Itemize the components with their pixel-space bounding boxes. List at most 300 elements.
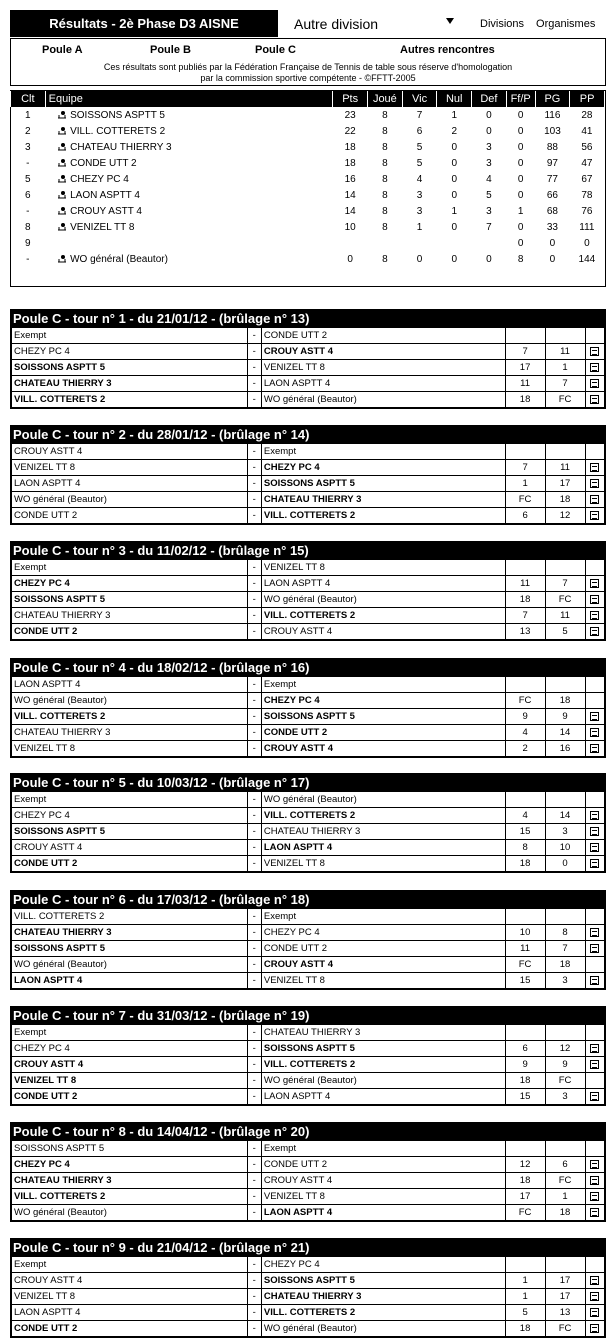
match-sheet-cell[interactable] xyxy=(585,808,605,824)
home-score: 1 xyxy=(505,1289,545,1305)
match-sheet-icon[interactable] xyxy=(590,611,599,620)
match-sheet-icon[interactable] xyxy=(590,811,599,820)
pool-a-link[interactable]: Poule A xyxy=(42,44,83,56)
match-sheet-cell[interactable] xyxy=(585,941,605,957)
match-separator: - xyxy=(247,1305,261,1321)
team-detail-icon[interactable] xyxy=(57,158,67,167)
home-team: CROUY ASTT 4 xyxy=(12,444,248,460)
away-team: CROUY ASTT 4 xyxy=(261,957,505,973)
ranking-pts-cell: 23 xyxy=(344,109,356,121)
homologation-notice: Ces résultats sont publiés par la Fédération Française de Tennis de table sous réserve d'homologation par la commission sportive compétente - ©FFTT-2005 xyxy=(103,62,513,83)
ranking-pg-cell: 68 xyxy=(546,205,558,217)
ranking-team-cell xyxy=(45,235,333,251)
home-score: 17 xyxy=(505,360,545,376)
away-score: 6 xyxy=(545,1157,585,1173)
ranking-pp-cell: 76 xyxy=(581,205,593,217)
home-team: CONDE UTT 2 xyxy=(12,508,248,524)
match-sheet-icon[interactable] xyxy=(590,463,599,472)
ranking-team-cell xyxy=(45,171,333,187)
match-sheet-cell[interactable] xyxy=(585,1157,605,1173)
team-name[interactable]: CONDE UTT 2 xyxy=(70,157,137,169)
ranking-pts-cell: 18 xyxy=(344,141,356,153)
away-team: VILL. COTTERETS 2 xyxy=(261,808,505,824)
match-separator: - xyxy=(247,492,261,508)
match-row xyxy=(12,1189,605,1205)
match-sheet-icon[interactable] xyxy=(590,479,599,488)
away-team: CONDE UTT 2 xyxy=(261,1157,505,1173)
match-row xyxy=(12,941,605,957)
home-team: VENIZEL TT 8 xyxy=(12,741,248,757)
away-team: VILL. COTTERETS 2 xyxy=(261,608,505,624)
home-score: 2 xyxy=(505,741,545,757)
home-score: 12 xyxy=(505,1157,545,1173)
tour-block xyxy=(10,773,606,873)
away-score xyxy=(545,792,585,808)
ranking-pts-cell: 18 xyxy=(344,157,356,169)
ranking-header-pts: Pts xyxy=(333,91,368,107)
match-row xyxy=(12,792,605,808)
team-name[interactable]: CHEZY PC 4 xyxy=(70,173,129,185)
match-separator: - xyxy=(247,392,261,408)
match-sheet-icon[interactable] xyxy=(590,976,599,985)
home-team: CROUY ASTT 4 xyxy=(12,1273,248,1289)
home-team: VILL. COTTERETS 2 xyxy=(12,1189,248,1205)
match-sheet-cell[interactable] xyxy=(585,1305,605,1321)
match-separator: - xyxy=(247,941,261,957)
ranking-vic-cell: 6 xyxy=(416,125,423,137)
team-name[interactable]: CROUY ASTT 4 xyxy=(70,205,142,217)
match-separator: - xyxy=(247,1173,261,1189)
match-row xyxy=(12,1305,605,1321)
match-sheet-cell[interactable] xyxy=(585,1273,605,1289)
home-score: 8 xyxy=(505,840,545,856)
match-sheet-cell[interactable] xyxy=(585,741,605,757)
away-team: WO général (Beautor) xyxy=(261,1321,505,1337)
match-sheet-icon[interactable] xyxy=(590,1276,599,1285)
match-separator: - xyxy=(247,856,261,872)
match-row xyxy=(12,1173,605,1189)
match-sheet-cell[interactable] xyxy=(585,709,605,725)
team-name[interactable]: WO général (Beautor) xyxy=(70,253,168,265)
match-separator: - xyxy=(247,576,261,592)
ranking-joue-cell: 8 xyxy=(382,205,388,217)
match-row xyxy=(12,840,605,856)
match-sheet-cell[interactable] xyxy=(585,576,605,592)
match-sheet-icon[interactable] xyxy=(590,1208,599,1217)
match-sheet-cell[interactable] xyxy=(585,608,605,624)
away-score: 3 xyxy=(545,973,585,989)
away-score: 11 xyxy=(545,460,585,476)
ranking-joue-cell: 8 xyxy=(382,157,388,169)
match-sheet-cell[interactable] xyxy=(585,725,605,741)
ranking-vic-cell: 0 xyxy=(416,253,423,265)
match-sheet-icon[interactable] xyxy=(590,1060,599,1069)
team-detail-icon[interactable] xyxy=(57,190,67,199)
away-score: 18 xyxy=(545,957,585,973)
ranking-pts-cell: 22 xyxy=(344,125,356,137)
match-sheet-cell[interactable] xyxy=(585,476,605,492)
tour-block xyxy=(10,1238,606,1338)
home-team: Exempt xyxy=(12,1257,248,1273)
away-team: CROUY ASTT 4 xyxy=(261,1173,505,1189)
away-score xyxy=(545,1141,585,1157)
ranking-nul-cell: 0 xyxy=(451,221,458,233)
match-sheet-icon[interactable] xyxy=(590,595,599,604)
match-sheet-icon[interactable] xyxy=(590,1292,599,1301)
home-score: 15 xyxy=(505,824,545,840)
match-sheet-cell[interactable] xyxy=(585,856,605,872)
away-team: CROUY ASTT 4 xyxy=(261,741,505,757)
ranking-pts-cell: 10 xyxy=(344,221,356,233)
away-team: VILL. COTTERETS 2 xyxy=(261,1057,505,1073)
ranking-nul-cell: 0 xyxy=(451,173,458,185)
away-score: 9 xyxy=(545,709,585,725)
other-matches-link[interactable]: Autres rencontres xyxy=(400,44,495,56)
home-score: 1 xyxy=(505,476,545,492)
match-row xyxy=(12,460,605,476)
ranking-pg-cell: 103 xyxy=(544,125,561,137)
home-team: LAON ASPTT 4 xyxy=(12,973,248,989)
match-sheet-cell[interactable] xyxy=(585,1041,605,1057)
ranking-clt-cell: 6 xyxy=(25,189,31,201)
ranking-ffp-cell: 8 xyxy=(517,253,524,265)
away-team: VENIZEL TT 8 xyxy=(261,360,505,376)
team-name[interactable]: VILL. COTTERETS 2 xyxy=(70,125,166,137)
home-score: 11 xyxy=(505,376,545,392)
match-sheet-icon[interactable] xyxy=(590,1308,599,1317)
away-team: CHATEAU THIERRY 3 xyxy=(261,824,505,840)
match-sheet-icon[interactable] xyxy=(590,1324,599,1333)
match-sheet-icon[interactable] xyxy=(590,379,599,388)
ranking-row xyxy=(11,251,605,267)
match-sheet-cell[interactable] xyxy=(585,973,605,989)
match-separator: - xyxy=(247,973,261,989)
ranking-joue-cell: 8 xyxy=(382,109,388,121)
match-row xyxy=(12,957,605,973)
match-row xyxy=(12,560,605,576)
match-sheet-cell[interactable] xyxy=(585,925,605,941)
match-sheet-icon[interactable] xyxy=(590,744,599,753)
match-separator: - xyxy=(247,444,261,460)
tour-matches-table xyxy=(11,1024,605,1105)
match-row xyxy=(12,1057,605,1073)
home-team: VENIZEL TT 8 xyxy=(12,1289,248,1305)
match-separator: - xyxy=(247,608,261,624)
match-sheet-cell xyxy=(585,444,605,460)
match-separator: - xyxy=(247,460,261,476)
match-row xyxy=(12,973,605,989)
match-separator: - xyxy=(247,1025,261,1041)
match-sheet-cell[interactable] xyxy=(585,460,605,476)
away-team: WO général (Beautor) xyxy=(261,1073,505,1089)
match-row xyxy=(12,328,605,344)
away-team: CHATEAU THIERRY 3 xyxy=(261,1025,505,1041)
ranking-vic-cell: 5 xyxy=(416,141,423,153)
away-team: WO général (Beautor) xyxy=(261,792,505,808)
match-row xyxy=(12,693,605,709)
match-sheet-icon[interactable] xyxy=(590,843,599,852)
away-score: 0 xyxy=(545,856,585,872)
away-score: 1 xyxy=(545,1189,585,1205)
away-score xyxy=(545,1025,585,1041)
match-sheet-cell[interactable] xyxy=(585,492,605,508)
home-team: VENIZEL TT 8 xyxy=(12,1073,248,1089)
match-separator: - xyxy=(247,808,261,824)
pool-b-link[interactable]: Poule B xyxy=(150,44,191,56)
tour-matches-table xyxy=(11,1256,605,1337)
tour-title: Poule C - tour n° 9 - du 21/04/12 - (brûlage n° 21) xyxy=(11,1239,605,1256)
away-score: 7 xyxy=(545,941,585,957)
home-score: 6 xyxy=(505,508,545,524)
tour-matches-table xyxy=(11,1140,605,1221)
ranking-joue-cell: 8 xyxy=(382,253,388,265)
home-score: 18 xyxy=(505,592,545,608)
team-detail-icon[interactable] xyxy=(57,174,67,183)
match-sheet-icon[interactable] xyxy=(590,511,599,520)
home-team: SOISSONS ASPTT 5 xyxy=(12,592,248,608)
away-score: FC xyxy=(545,392,585,408)
away-team: VENIZEL TT 8 xyxy=(261,856,505,872)
home-team: Exempt xyxy=(12,328,248,344)
match-sheet-icon[interactable] xyxy=(590,1176,599,1185)
match-sheet-cell xyxy=(585,792,605,808)
team-detail-icon[interactable] xyxy=(57,126,67,135)
match-sheet-icon[interactable] xyxy=(590,347,599,356)
match-sheet-cell[interactable] xyxy=(585,592,605,608)
division-select[interactable] xyxy=(278,10,468,37)
home-score: FC xyxy=(505,957,545,973)
ranking-table xyxy=(10,91,604,267)
match-sheet-cell[interactable] xyxy=(585,624,605,640)
ranking-team-cell xyxy=(45,139,333,155)
tour-title: Poule C - tour n° 3 - du 11/02/12 - (brûlage n° 15) xyxy=(11,542,605,559)
match-row xyxy=(12,808,605,824)
match-sheet-icon[interactable] xyxy=(590,579,599,588)
match-sheet-icon[interactable] xyxy=(590,859,599,868)
ranking-pg-cell: 33 xyxy=(546,221,558,233)
away-team: SOISSONS ASPTT 5 xyxy=(261,476,505,492)
ranking-ffp-cell: 0 xyxy=(517,189,524,201)
match-sheet-cell[interactable] xyxy=(585,508,605,524)
ranking-ffp-cell: 0 xyxy=(517,221,524,233)
tour-title: Poule C - tour n° 1 - du 21/01/12 - (brûlage n° 13) xyxy=(11,310,605,327)
ranking-nul-cell: 0 xyxy=(451,157,458,169)
match-separator: - xyxy=(247,1041,261,1057)
ranking-clt-cell: 8 xyxy=(25,221,31,233)
match-row xyxy=(12,909,605,925)
match-sheet-cell xyxy=(585,693,605,709)
ranking-pts-cell xyxy=(333,235,368,251)
match-sheet-icon[interactable] xyxy=(590,827,599,836)
ranking-nul-cell: 1 xyxy=(451,205,458,217)
ranking-def-cell: 5 xyxy=(486,189,492,201)
top-bar xyxy=(10,10,606,37)
match-sheet-cell[interactable] xyxy=(585,1173,605,1189)
home-team: LAON ASPTT 4 xyxy=(12,677,248,693)
match-sheet-icon[interactable] xyxy=(590,395,599,404)
match-row xyxy=(12,592,605,608)
match-row xyxy=(12,492,605,508)
match-separator: - xyxy=(247,957,261,973)
home-score: 18 xyxy=(505,1073,545,1089)
match-sheet-cell[interactable] xyxy=(585,824,605,840)
home-team: CHEZY PC 4 xyxy=(12,1157,248,1173)
match-separator: - xyxy=(247,741,261,757)
ranking-row xyxy=(11,171,605,187)
match-sheet-icon[interactable] xyxy=(590,495,599,504)
team-detail-icon[interactable] xyxy=(57,110,67,119)
ranking-row xyxy=(11,155,605,171)
match-sheet-cell xyxy=(585,1025,605,1041)
pool-c-link[interactable]: Poule C xyxy=(255,44,296,56)
match-sheet-cell[interactable] xyxy=(585,376,605,392)
away-score: 16 xyxy=(545,741,585,757)
home-team: WO général (Beautor) xyxy=(12,957,248,973)
match-sheet-cell[interactable] xyxy=(585,1289,605,1305)
match-sheet-icon[interactable] xyxy=(590,728,599,737)
ranking-ffp-cell: 0 xyxy=(517,237,524,249)
home-score: 6 xyxy=(505,1041,545,1057)
ranking-pp-cell: 78 xyxy=(581,189,593,201)
match-sheet-cell[interactable] xyxy=(585,1057,605,1073)
organismes-link[interactable]: Organismes xyxy=(536,17,596,30)
ranking-team-cell xyxy=(45,203,333,219)
match-row xyxy=(12,1321,605,1337)
home-team: SOISSONS ASPTT 5 xyxy=(12,1141,248,1157)
ranking-clt-cell: - xyxy=(26,157,30,169)
away-team: CONDE UTT 2 xyxy=(261,941,505,957)
away-score: 13 xyxy=(545,1305,585,1321)
match-sheet-icon[interactable] xyxy=(590,363,599,372)
match-sheet-cell[interactable] xyxy=(585,1089,605,1105)
ranking-pg-cell: 77 xyxy=(546,173,558,185)
team-detail-icon[interactable] xyxy=(57,254,67,263)
away-score: 3 xyxy=(545,824,585,840)
tour-block xyxy=(10,309,606,409)
away-score xyxy=(545,909,585,925)
away-score: FC xyxy=(545,592,585,608)
away-team: CONDE UTT 2 xyxy=(261,725,505,741)
match-sheet-cell[interactable] xyxy=(585,360,605,376)
team-name[interactable]: VENIZEL TT 8 xyxy=(70,221,135,233)
match-sheet-icon[interactable] xyxy=(590,712,599,721)
ranking-row xyxy=(11,235,605,251)
match-row xyxy=(12,476,605,492)
match-separator: - xyxy=(247,1057,261,1073)
match-sheet-icon[interactable] xyxy=(590,1160,599,1169)
ranking-joue-cell: 8 xyxy=(382,141,388,153)
match-row xyxy=(12,444,605,460)
ranking-joue-cell: 8 xyxy=(382,189,388,201)
match-sheet-cell[interactable] xyxy=(585,840,605,856)
home-score: 4 xyxy=(505,725,545,741)
tour-block xyxy=(10,541,606,641)
match-separator: - xyxy=(247,376,261,392)
team-name[interactable]: SOISSONS ASPTT 5 xyxy=(70,109,165,121)
away-team: SOISSONS ASPTT 5 xyxy=(261,1273,505,1289)
ranking-nul-cell: 1 xyxy=(451,109,458,121)
match-sheet-icon[interactable] xyxy=(590,1044,599,1053)
home-team: Exempt xyxy=(12,560,248,576)
match-sheet-cell[interactable] xyxy=(585,1321,605,1337)
match-row xyxy=(12,624,605,640)
home-team: CHATEAU THIERRY 3 xyxy=(12,1173,248,1189)
ranking-team-cell xyxy=(45,123,333,139)
match-sheet-icon[interactable] xyxy=(590,627,599,636)
away-team: SOISSONS ASPTT 5 xyxy=(261,709,505,725)
match-row xyxy=(12,725,605,741)
home-score: 18 xyxy=(505,1321,545,1337)
match-separator: - xyxy=(247,1157,261,1173)
ranking-header-ffp: Ff/P xyxy=(506,91,535,107)
away-score: FC xyxy=(545,1073,585,1089)
match-separator: - xyxy=(247,909,261,925)
match-separator: - xyxy=(247,476,261,492)
ranking-pp-cell: 28 xyxy=(581,109,593,121)
ranking-ffp-cell: 1 xyxy=(517,205,524,217)
match-row xyxy=(12,360,605,376)
away-team: WO général (Beautor) xyxy=(261,592,505,608)
home-score xyxy=(505,1141,545,1157)
away-score: 14 xyxy=(545,725,585,741)
away-score: FC xyxy=(545,1173,585,1189)
match-row xyxy=(12,1089,605,1105)
team-detail-icon[interactable] xyxy=(57,206,67,215)
away-team: CHATEAU THIERRY 3 xyxy=(261,1289,505,1305)
pool-nav xyxy=(10,44,606,60)
away-team: VILL. COTTERETS 2 xyxy=(261,1305,505,1321)
away-team: LAON ASPTT 4 xyxy=(261,840,505,856)
ranking-def-cell: 3 xyxy=(486,205,492,217)
team-name[interactable]: LAON ASPTT 4 xyxy=(70,189,140,201)
match-sheet-cell[interactable] xyxy=(585,1189,605,1205)
away-score: 17 xyxy=(545,476,585,492)
match-sheet-cell[interactable] xyxy=(585,344,605,360)
match-sheet-icon[interactable] xyxy=(590,928,599,937)
home-score xyxy=(505,1257,545,1273)
away-team: VENIZEL TT 8 xyxy=(261,560,505,576)
team-detail-icon[interactable] xyxy=(57,142,67,151)
team-name[interactable]: CHATEAU THIERRY 3 xyxy=(70,141,172,153)
match-separator: - xyxy=(247,508,261,524)
home-team: CHEZY PC 4 xyxy=(12,1041,248,1057)
team-detail-icon[interactable] xyxy=(57,222,67,231)
away-score: FC xyxy=(545,1321,585,1337)
ranking-nul-cell: 2 xyxy=(451,125,458,137)
match-separator: - xyxy=(247,709,261,725)
ranking-def-cell: 3 xyxy=(486,157,492,169)
away-team: LAON ASPTT 4 xyxy=(261,376,505,392)
away-team: CHEZY PC 4 xyxy=(261,925,505,941)
tour-block xyxy=(10,658,606,758)
home-team: CONDE UTT 2 xyxy=(12,624,248,640)
ranking-vic-cell: 7 xyxy=(416,109,423,121)
ranking-pp-cell: 56 xyxy=(581,141,593,153)
home-team: WO général (Beautor) xyxy=(12,693,248,709)
home-team: CONDE UTT 2 xyxy=(12,1089,248,1105)
match-sheet-icon[interactable] xyxy=(590,944,599,953)
home-team: SOISSONS ASPTT 5 xyxy=(12,360,248,376)
away-score xyxy=(545,328,585,344)
match-separator: - xyxy=(247,624,261,640)
match-sheet-cell[interactable] xyxy=(585,1205,605,1221)
divisions-link[interactable]: Divisions xyxy=(480,17,525,30)
home-score: 11 xyxy=(505,576,545,592)
match-sheet-cell[interactable] xyxy=(585,392,605,408)
match-sheet-icon[interactable] xyxy=(590,1192,599,1201)
ranking-def-cell xyxy=(472,235,507,251)
match-sheet-icon[interactable] xyxy=(590,1092,599,1101)
